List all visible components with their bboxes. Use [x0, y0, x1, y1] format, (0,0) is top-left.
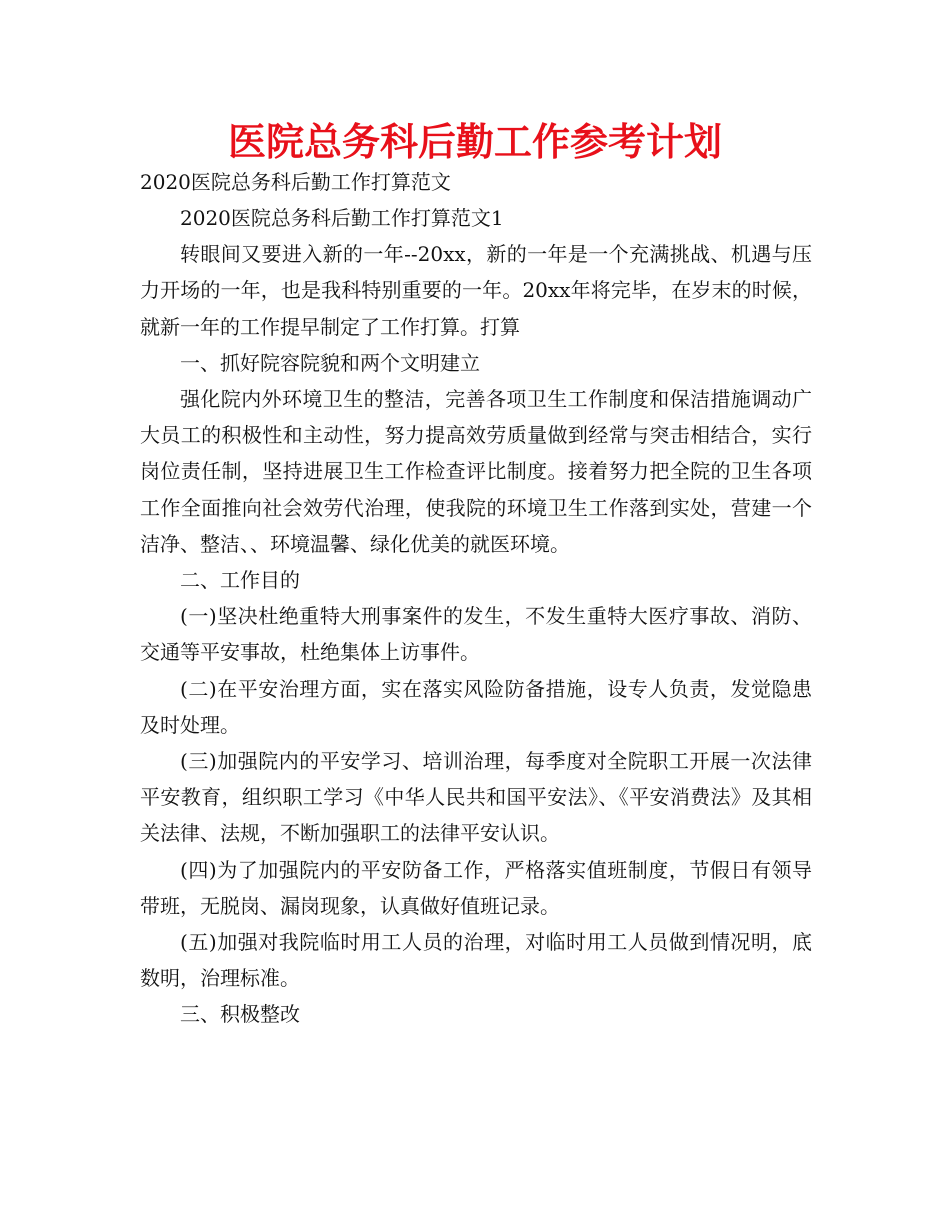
list-item-4: (四)为了加强院内的平安防备工作，严格落实值班制度，节假日有领导带班，无脱岗、漏岗现象，认真做好值班记录。 [140, 857, 812, 918]
document-subtitle: 2020医院总务科后勤工作打算范文 [140, 170, 451, 194]
list-item-2: (二)在平安治理方面，实在落实风险防备措施，设专人负责，发觉隐患及时处理。 [140, 676, 812, 737]
paragraph-intro: 转眼间又要进入新的一年--20xx，新的一年是一个充满挑战、机遇与压力开场的一年，也是我科特别重要的一年。20xx年将完毕，在岁末的时候，就新一年的工作提早制定了工作打算。打算 [140, 242, 812, 339]
paragraph-environment: 强化院内外环境卫生的整洁，完善各项卫生工作制度和保洁措施调动广大员工的积极性和主动性，努力提高效劳质量做到经常与突击相结合，实行岗位责任制，坚持进展卫生工作检查评比制度。接着努力把全院的卫生各项工作全面推向社会效劳代治理，使我院的环境卫生工作落到实处，营建一个洁净、整洁、、环境温馨、绿化优美的就医环境。 [140, 387, 812, 556]
document-title: 医院总务科后勤工作参考计划 [227, 120, 722, 164]
section-heading-2: 二、工作目的 [180, 568, 300, 593]
document-body [140, 200, 812, 1033]
list-item-1: (一)坚决杜绝重特大刑事案件的发生，不发生重特大医疗事故、消防、交通等平安事故，杜绝集体上访事件。 [140, 604, 812, 665]
section-heading-3: 三、积极整改 [180, 1002, 300, 1027]
section-heading-1: 一、抓好院容院貌和两个文明建立 [180, 350, 480, 375]
list-item-3: (三)加强院内的平安学习、培训治理，每季度对全院职工开展一次法律平安教育，组织职工学习《中华人民共和国平安法》、《平安消费法》及其相关法律、法规，不断加强职工的法律平安认识。 [140, 749, 812, 846]
paragraph-heading-1: 2020医院总务科后勤工作打算范文1 [180, 206, 504, 230]
list-item-5: (五)加强对我院临时用工人员的治理，对临时用工人员做到情况明，底数明，治理标准。 [140, 930, 812, 991]
